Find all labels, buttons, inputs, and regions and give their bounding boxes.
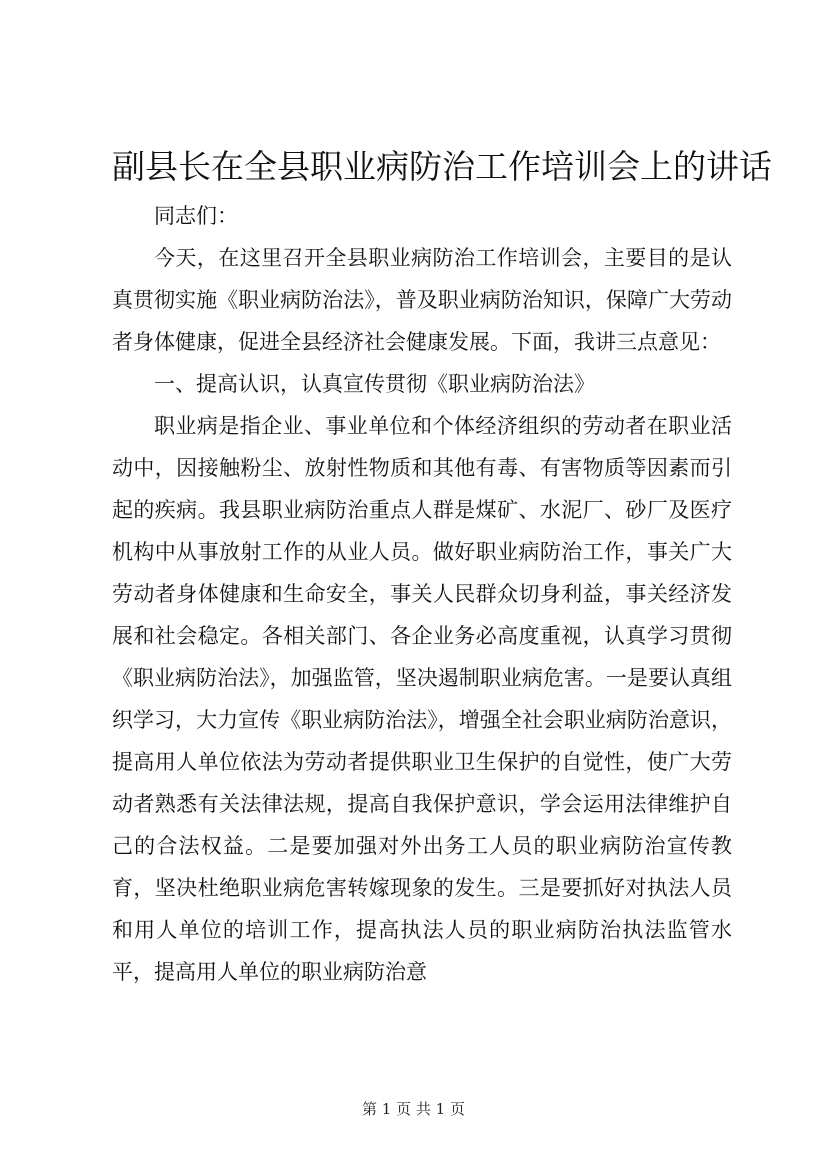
paragraph-body: 职业病是指企业、事业单位和个体经济组织的劳动者在职业活动中，因接触粉尘、放射性物质和其他有毒、有害物质等因素而引起的疾病。我县职业病防治重点人群是煤矿、水泥厂、砂厂及医疗机构中从事放射工作的从业人员。做好职业病防治工作，事关广大劳动者身体健康和生命安全，事关人民群众切身利益，事关经济发展和社会稳定。各相关部门、各企业务必高度重视，认真学习贯彻《职业病防治法》，加强监管，坚决遏制职业病危害。一是要认真组织学习，大力宣传《职业病防治法》，增强全社会职业病防治意识，提高用人单位依法为劳动者提供职业卫生保护的自觉性，使广大劳动者熟悉有关法律法规，提高自我保护意识，学会运用法律维护自己的合法权益。二是要加强对外出务工人员的职业病防治宣传教育，坚决杜绝职业病危害转嫁现象的发生。三是要抓好对执法人员和用人单位的培训工作，提高执法人员的职业病防治执法监管水平，提高用人单位的职业病防治意 — [112, 414, 732, 984]
section-heading-1: 一、提高认识，认真宣传贯彻《职业病防治法》 — [154, 372, 595, 396]
page-footer: 第 1 页 共 1 页 — [362, 1100, 465, 1118]
document-title: 副县长在全县职业病防治工作培训会上的讲话 — [112, 147, 772, 186]
document-body — [112, 195, 732, 993]
salutation: 同志们： — [154, 204, 238, 228]
paragraph-intro: 今天，在这里召开全县职业病防治工作培训会，主要目的是认真贯彻实施《职业病防治法》，普及职业病防治知识，保障广大劳动者身体健康，促进全县经济社会健康发展。下面，我讲三点意见： — [112, 246, 732, 354]
